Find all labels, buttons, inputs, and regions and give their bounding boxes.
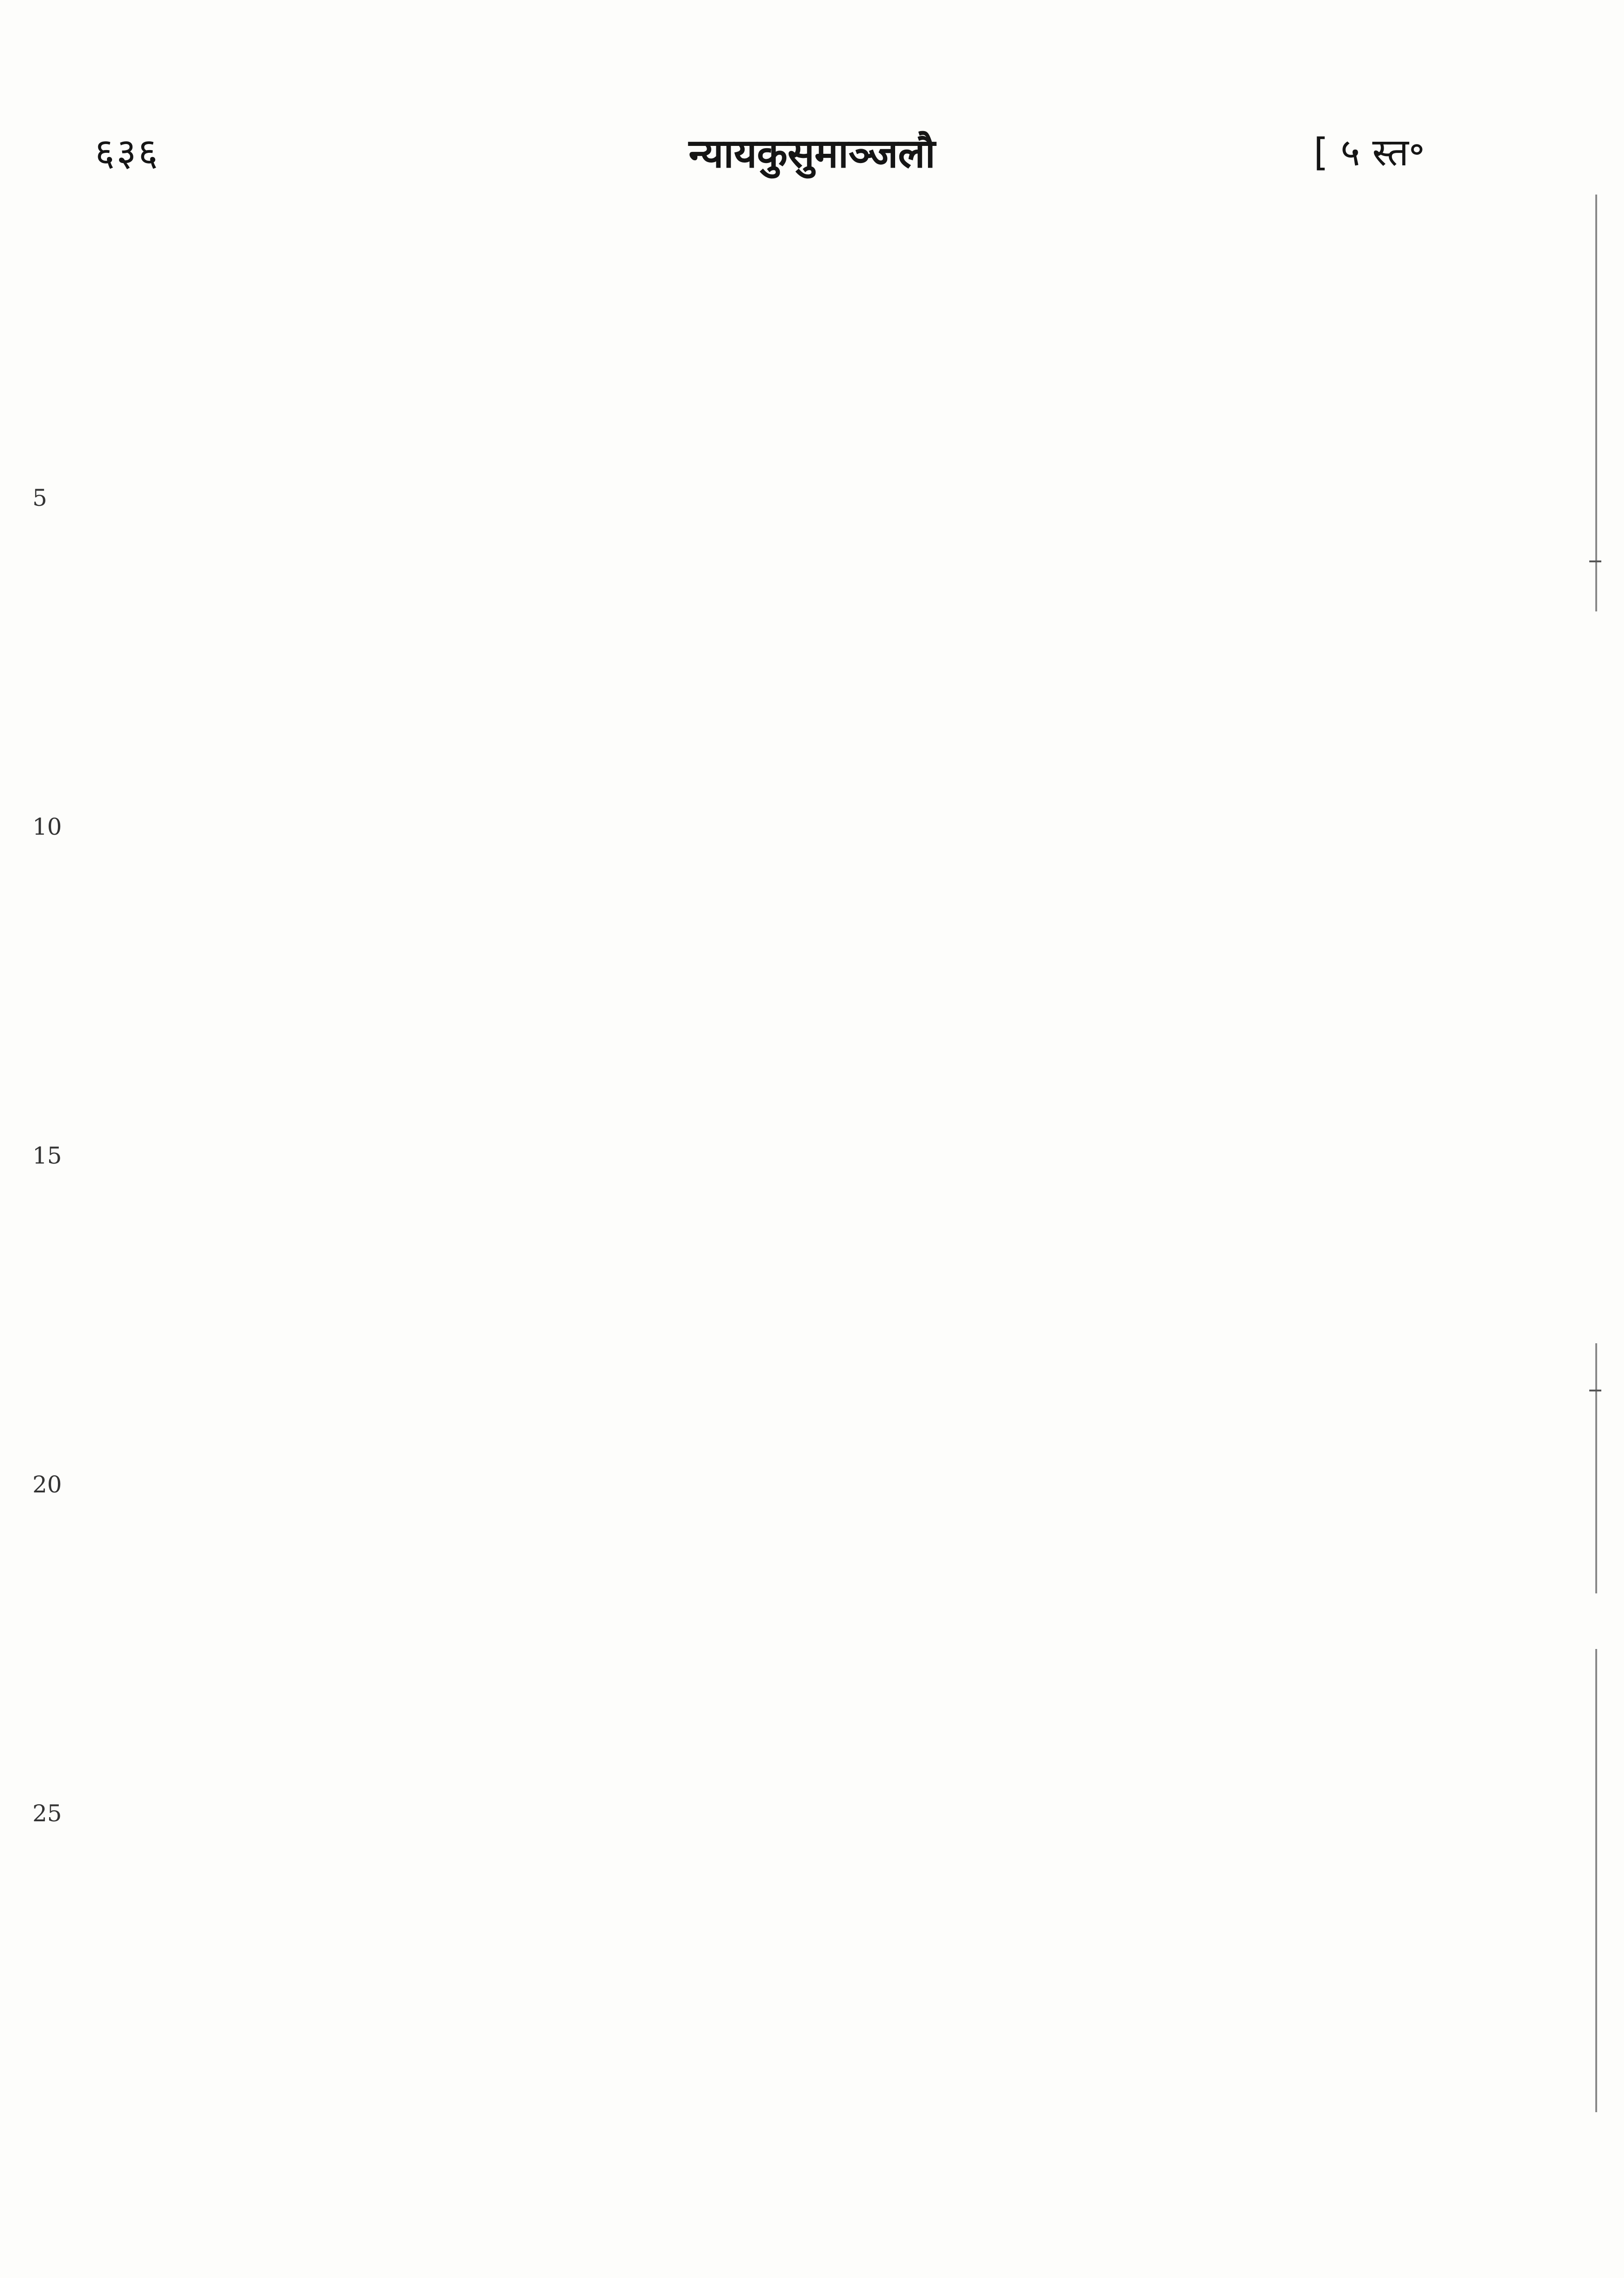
section-reference: [ ५ स्त॰ <box>1313 131 1425 175</box>
margin-tick <box>1589 560 1601 562</box>
text-line <box>93 1059 1371 1125</box>
text-line <box>93 1848 1371 1914</box>
page-number: ६३६ <box>95 131 160 175</box>
text-line <box>93 270 1371 335</box>
text-line <box>93 730 1371 796</box>
text-line <box>93 1190 1371 1256</box>
line-number: 20 <box>32 1471 62 1498</box>
line-number: 5 <box>32 485 47 511</box>
text-line <box>93 204 1371 270</box>
line-number: 15 <box>32 1142 62 1169</box>
text-line <box>93 1519 1371 1585</box>
text-line <box>32 1454 1371 1519</box>
text-line <box>93 1388 1371 1454</box>
text-line <box>93 1585 1371 1651</box>
commentary-text <box>32 204 1371 2111</box>
margin-tick <box>1589 1390 1601 1391</box>
text-line <box>93 1651 1371 1717</box>
page-header <box>0 125 1624 190</box>
text-line <box>93 993 1371 1059</box>
margin-rule <box>1595 1343 1597 1593</box>
text-line <box>93 1914 1371 1980</box>
text-line <box>93 1717 1371 1782</box>
text-line <box>93 1980 1371 2045</box>
text-line <box>32 1125 1371 1190</box>
margin-rule <box>1595 1649 1597 2112</box>
text-line <box>32 1782 1371 1848</box>
text-line <box>93 401 1371 467</box>
text-line <box>32 796 1371 862</box>
text-line <box>93 335 1371 401</box>
text-line <box>93 1256 1371 1322</box>
text-line <box>93 664 1371 730</box>
text-line <box>93 862 1371 927</box>
line-number: 10 <box>32 813 62 840</box>
running-title: न्यायकुसुमाञ्जलौ <box>689 131 935 177</box>
text-line <box>93 598 1371 664</box>
text-line <box>93 1322 1371 1388</box>
margin-rule <box>1595 195 1597 611</box>
text-line <box>32 467 1371 533</box>
text-line <box>93 927 1371 993</box>
line-number: 25 <box>32 1800 62 1827</box>
text-line <box>93 2045 1371 2111</box>
text-line <box>93 533 1371 598</box>
